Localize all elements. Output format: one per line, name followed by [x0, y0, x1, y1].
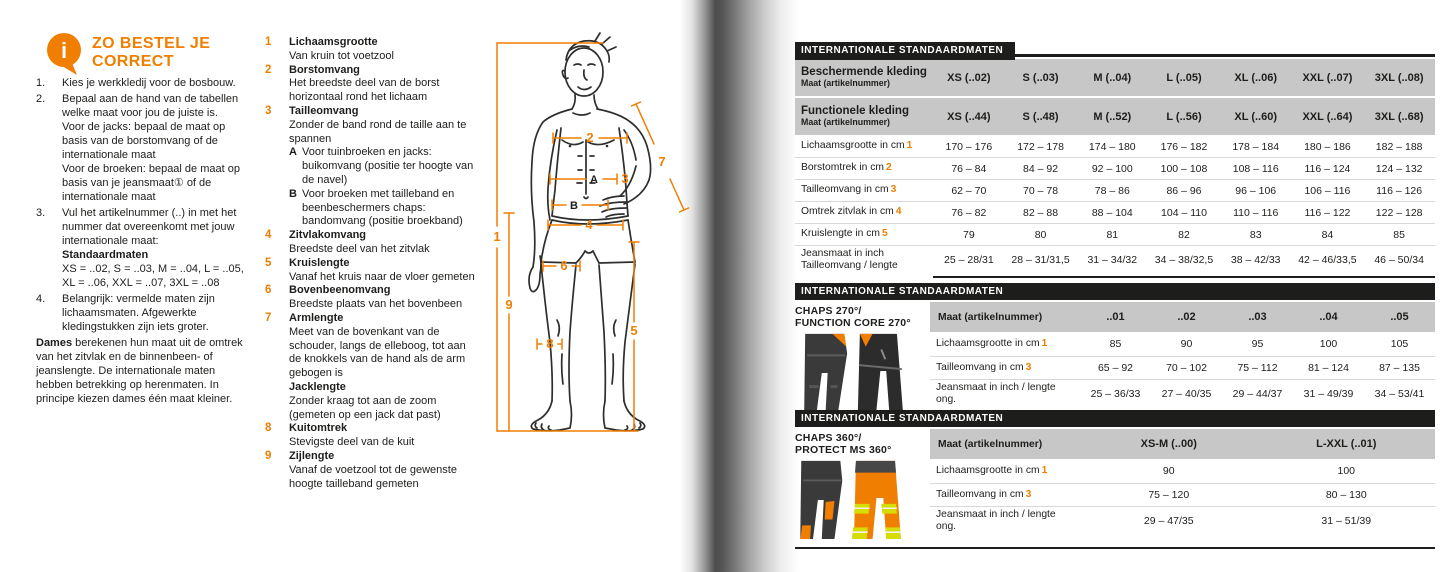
row-ref-number: 1	[1041, 465, 1048, 477]
row-ref-number: 4	[895, 206, 902, 218]
size-row	[930, 506, 1435, 536]
size-header-label	[795, 63, 933, 91]
figure-label-3: 3	[621, 171, 629, 186]
step-line: Voor de jacks: bepaal de maat op basis van de borstomvang of de internationale maat	[62, 121, 226, 161]
measure-desc: Zonder de band rond de taille aan te spannen	[289, 118, 467, 145]
size-row	[795, 179, 1435, 201]
size-row	[930, 356, 1435, 380]
step-line: Bepaal aan de hand van de tabellen welke maat voor jou de juiste is.	[62, 93, 239, 119]
row-label-text: Jeansmaat in inch	[801, 248, 884, 259]
figure-label-8: 8	[546, 336, 554, 351]
step-number: 2.	[36, 93, 46, 105]
page-title-line1: ZO BESTEL JE	[92, 35, 211, 52]
figure-label-5: 5	[630, 323, 638, 338]
info-icon	[44, 31, 86, 77]
chaps360-name-line2: PROTECT MS 360°	[795, 444, 892, 457]
row-value: 176 – 182	[1160, 140, 1208, 153]
chaps360-table-title: INTERNATIONALE STANDAARDMATEN	[795, 410, 1435, 427]
measure-term: Zitvlakomvang	[289, 229, 367, 242]
chaps360-product	[795, 429, 930, 546]
measure-item	[265, 64, 477, 105]
row-value: 104 – 110	[1161, 206, 1207, 219]
size-column-header: XXL (..64)	[1302, 110, 1353, 123]
row-value: 82	[1178, 228, 1190, 241]
row-value: 31 – 49/39	[1303, 388, 1354, 401]
row-value: 82 – 88	[1023, 206, 1059, 219]
row-value: 87 – 135	[1379, 361, 1420, 374]
row-value: 105	[1390, 338, 1409, 351]
size-column-header: XXL (..07)	[1302, 71, 1353, 84]
size-row	[795, 223, 1435, 245]
figure-label-6: 6	[560, 258, 568, 273]
row-value: 172 – 178	[1017, 140, 1064, 153]
measure-body	[289, 229, 477, 257]
measure-number: 9	[265, 449, 272, 462]
row-ref-number: 5	[881, 228, 888, 240]
dames-note-lead: Dames	[36, 337, 73, 349]
size-column-header: 3XL (..68)	[1374, 110, 1424, 123]
size-column-header: ..01	[1106, 311, 1125, 323]
row-value: 100	[1319, 338, 1338, 351]
chaps270-body	[930, 333, 1435, 409]
row-value: 80 – 130	[1325, 488, 1367, 501]
measure-sub	[289, 188, 477, 229]
row-value: 27 – 40/35	[1161, 388, 1212, 401]
size-header-label	[795, 102, 933, 130]
row-label	[930, 507, 1080, 536]
step-line: Vul het artikelnummer (..) in met het nummer dat overeenkomt met jouw internationale maat:	[62, 207, 237, 247]
row-label-text: Lichaamsgrootte in cm	[936, 338, 1040, 350]
row-ref-number: 2	[885, 162, 892, 174]
size-column-header: XL (..60)	[1234, 110, 1277, 123]
measure-body	[289, 312, 477, 422]
standard-table-headers	[795, 59, 1435, 135]
row-ref-number: 1	[1041, 338, 1048, 350]
size-table-chaps-360	[795, 410, 1435, 549]
measure-sub	[289, 146, 477, 187]
chaps360-name-line1: CHAPS 360°/	[795, 432, 862, 444]
table-bottom-rule	[795, 547, 1435, 549]
row-value: 46 – 50/34	[1374, 254, 1424, 267]
row-value: 75 – 112	[1237, 361, 1278, 374]
figure-label-1: 1	[493, 229, 501, 244]
row-value: 182 – 188	[1375, 140, 1423, 153]
row-label-text: Lichaamsgrootte in cm	[801, 140, 905, 152]
size-column-header: M (..04)	[1093, 71, 1132, 84]
row-value: 85	[1393, 228, 1405, 241]
size-header-row	[930, 302, 1435, 332]
measure-desc: Vanaf het kruis naar de vloer gemeten	[289, 270, 475, 283]
step-line: XS = ..02, S = ..03, M = ..04, L = ..05, XL = ..06, XXL = ..07, 3XL = ..08	[62, 263, 244, 289]
step-number: 3.	[36, 207, 46, 219]
measure-term: Kruislengte	[289, 256, 350, 269]
row-label	[795, 182, 933, 198]
row-label-text: Borstomtrek in cm	[801, 162, 884, 174]
row-value: 79	[963, 228, 975, 241]
row-value: 25 – 36/33	[1090, 388, 1141, 401]
step-line: Kies je werkkledij voor de bosbouw.	[62, 77, 236, 89]
measure-desc: Breedste deel van het zitvlak	[289, 242, 430, 255]
row-value: 75 – 120	[1148, 488, 1190, 501]
size-header-row	[795, 59, 1435, 96]
row-value: 116 – 124	[1304, 162, 1351, 175]
body-figure-svg	[478, 24, 700, 444]
row-label-text: Lichaamsgrootte in cm	[936, 465, 1040, 477]
row-value: 31 – 51/39	[1321, 515, 1372, 528]
ordering-step	[36, 92, 252, 204]
measurement-labels	[493, 130, 665, 351]
page-title-line2: CORRECT	[92, 53, 174, 70]
row-value: 31 – 34/32	[1087, 254, 1138, 267]
step-line: Voor de broeken: bepaal de maat op basis van je jeansmaat① of de internationale maat	[62, 163, 240, 203]
page-title	[92, 35, 210, 71]
measure-body	[289, 36, 477, 64]
measure-desc: Breedste plaats van het bovenbeen	[289, 298, 463, 311]
row-label-text: Jeansmaat in inch / lengte ong.	[936, 509, 1056, 533]
size-header-label: Maat (artikelnummer)	[938, 311, 1043, 323]
ordering-instructions	[36, 76, 252, 406]
size-column-header: ..02	[1177, 311, 1196, 323]
size-column-header: XS (..02)	[947, 71, 991, 84]
measure-term: Borstomvang	[289, 63, 360, 76]
row-value: 100	[1337, 465, 1356, 478]
size-column-header: S (..48)	[1022, 110, 1059, 123]
measure-number: 6	[265, 284, 272, 297]
size-row	[795, 245, 1435, 275]
size-row	[930, 333, 1435, 356]
measure-term: Bovenbeenomvang	[289, 284, 391, 297]
row-value: 174 – 180	[1088, 140, 1136, 153]
measurement-figure	[478, 24, 700, 444]
measure-desc: Van kruin tot voetzool	[289, 49, 394, 62]
row-value: 80	[1034, 228, 1047, 241]
row-value: 76 – 84	[951, 162, 987, 175]
row-value: 90	[1180, 338, 1193, 351]
row-value: 65 – 92	[1097, 361, 1134, 374]
size-column-header: ..03	[1248, 311, 1267, 323]
row-label	[795, 160, 933, 176]
step-text	[62, 92, 252, 204]
row-value: 95	[1251, 338, 1264, 351]
size-column-header: L (..56)	[1166, 110, 1202, 123]
ordering-step	[36, 206, 252, 290]
measurement-lines	[497, 43, 689, 431]
size-column-header: XS (..44)	[947, 110, 991, 123]
size-column-header: M (..52)	[1093, 110, 1132, 123]
measure-item	[265, 284, 477, 312]
step-line: Standaardmaten	[62, 249, 149, 261]
row-value: 116 – 126	[1376, 184, 1423, 197]
row-value: 122 – 128	[1375, 206, 1423, 219]
row-value: 84	[1321, 228, 1334, 241]
row-value: 84 – 92	[1023, 162, 1059, 175]
chaps270-header	[930, 302, 1435, 332]
row-value: 38 – 42/33	[1230, 254, 1281, 267]
measure-body	[289, 64, 477, 105]
table-bottom-rule	[933, 276, 1435, 278]
row-value: 34 – 53/41	[1374, 388, 1425, 401]
chaps360-body	[930, 460, 1435, 536]
chaps-360-image	[795, 457, 913, 541]
row-value: 170 – 176	[945, 140, 993, 153]
row-value: 124 – 132	[1375, 162, 1423, 175]
row-value: 100 – 108	[1160, 162, 1208, 175]
measure-item	[265, 36, 477, 64]
row-value: 178 – 184	[1232, 140, 1280, 153]
figure-label-7: 7	[658, 154, 666, 169]
row-label	[795, 246, 933, 275]
row-label-text: Tailleomvang in cm	[801, 184, 889, 196]
size-row	[930, 483, 1435, 507]
info-icon-glyph: i	[60, 38, 68, 63]
chaps270-name-line2: FUNCTION CORE 270°	[795, 317, 911, 330]
row-value: 42 – 46/33,5	[1298, 254, 1357, 267]
chaps270-name-line1: CHAPS 270°/	[795, 305, 862, 317]
measure-item	[265, 312, 477, 422]
measure-body	[289, 105, 477, 229]
row-ref-number: 1	[906, 140, 913, 152]
measure-number: 8	[265, 422, 272, 435]
chaps270-product	[795, 302, 930, 417]
row-value: 70 – 102	[1166, 361, 1207, 374]
measure-item	[265, 229, 477, 257]
standard-table-title: INTERNATIONALE STANDAARDMATEN	[795, 42, 1015, 60]
row-value: 106 – 116	[1304, 184, 1351, 197]
measure-number: 3	[265, 104, 272, 117]
row-value: 34 – 38/32,5	[1154, 254, 1214, 267]
row-label	[930, 360, 1080, 376]
figure-label-A: A	[590, 174, 598, 186]
measure-sub-key: B	[289, 187, 297, 200]
row-value: 83	[1249, 228, 1262, 241]
ordering-step	[36, 76, 252, 90]
chaps360-product-name	[795, 429, 930, 457]
row-label-text: Tailleomvang in cm	[936, 488, 1024, 500]
size-column-header: S (..03)	[1022, 71, 1059, 84]
measure-sub-key: A	[289, 146, 297, 159]
measure-sub-text: Voor broeken met tailleband en beenbeschermers chaps: bandomvang (positie broekband)	[302, 187, 463, 228]
measure-desc: Het breedste deel van de borst horizontaal rond het lichaam	[289, 77, 440, 104]
row-value: 29 – 44/37	[1232, 388, 1283, 401]
header-label-bold: Functionele kleding	[801, 105, 909, 118]
row-value: 110 – 116	[1233, 206, 1279, 219]
row-label-text: Kruislengte in cm	[801, 228, 880, 240]
row-label	[795, 138, 933, 154]
step-text	[62, 206, 252, 290]
measure-term: Jacklengte	[289, 380, 346, 393]
step-number: 4.	[36, 293, 46, 305]
row-value: 85	[1109, 338, 1122, 351]
measure-number: 5	[265, 256, 272, 269]
row-label-text: Tailleomvang in cm	[936, 361, 1024, 373]
row-value: 70 – 78	[1023, 184, 1059, 197]
size-column-header: L-XXL (..01)	[1316, 438, 1377, 450]
measure-number: 7	[265, 311, 272, 324]
row-label	[795, 204, 933, 220]
measure-body	[289, 257, 477, 285]
size-column-header: ..05	[1390, 311, 1409, 323]
measure-term: Kuitomtrek	[289, 422, 348, 435]
standard-table-body	[795, 136, 1435, 275]
dames-note	[36, 336, 250, 406]
row-label-text: Omtrek zitvlak in cm	[801, 206, 894, 218]
size-header-row	[795, 98, 1435, 135]
row-value: 88 – 104	[1091, 206, 1133, 219]
row-value: 28 – 31/31,5	[1011, 254, 1070, 267]
row-label	[930, 380, 1080, 409]
row-value: 81	[1106, 228, 1119, 241]
dames-note-text: berekenen hun maat uit de omtrek van het zitvlak en de binnenbeen- of jeanslengte. De internationale maten hebben betrekking op herenmaten. In principe kiezen dames één maat kleiner.	[36, 337, 243, 405]
row-value: 116 – 122	[1304, 206, 1351, 219]
figure-label-2: 2	[586, 130, 594, 145]
figure-label-4: 4	[585, 217, 593, 232]
row-value: 25 – 28/31	[944, 254, 994, 267]
row-ref-number: 3	[1025, 361, 1032, 373]
chaps-270-image	[795, 330, 913, 412]
row-value: 92 – 100	[1091, 162, 1133, 175]
row-value: 90	[1162, 465, 1175, 478]
row-ref-number: 3	[890, 184, 897, 196]
chaps360-header	[930, 429, 1435, 459]
row-label	[795, 226, 933, 242]
row-label	[930, 336, 1080, 352]
size-column-header: XL (..06)	[1234, 71, 1277, 84]
row-value: 29 – 47/35	[1143, 515, 1194, 528]
measure-item	[265, 105, 477, 229]
measure-term: Armlengte	[289, 311, 344, 324]
measure-desc: Zonder kraag tot aan de zoom (gemeten op een jack dat past)	[289, 394, 441, 421]
figure-label-B: B	[570, 200, 578, 212]
measure-item	[265, 422, 477, 450]
measure-term: Tailleomvang	[289, 104, 359, 117]
size-table-standard	[795, 40, 1435, 278]
row-value: 96 – 106	[1235, 184, 1277, 197]
size-table-chaps-270	[795, 283, 1435, 420]
step-line: Belangrijk: vermelde maten zijn lichaamsmaten. Afgewerkte kledingstukken zijn iets groter.	[62, 293, 215, 333]
measure-body	[289, 450, 477, 491]
measure-list	[265, 36, 477, 491]
measure-number: 1	[265, 36, 272, 48]
chaps270-table-title: INTERNATIONALE STANDAARDMATEN	[795, 283, 1435, 300]
measure-desc: Meet van de bovenkant van de schouder, langs de elleboog, tot aan de knokkels van de hand als de arm gebogen is	[289, 325, 466, 380]
size-row	[795, 136, 1435, 157]
size-row	[930, 460, 1435, 483]
measure-number: 2	[265, 63, 272, 76]
measure-sub-text: Voor tuinbroeken en jacks: buikomvang (positie ter hoogte van de navel)	[302, 146, 474, 186]
step-number: 1.	[36, 77, 46, 89]
measure-desc: Stevigste deel van de kuit	[289, 436, 415, 449]
row-value: 86 – 96	[1166, 184, 1202, 197]
ordering-step	[36, 292, 252, 334]
row-ref-number: 3	[1025, 488, 1032, 500]
row-value: 108 – 116	[1232, 162, 1279, 175]
figure-label-9: 9	[505, 297, 513, 312]
row-value: 76 – 82	[951, 206, 987, 219]
size-row	[795, 201, 1435, 223]
header-label-bold: Beschermende kleding	[801, 66, 927, 79]
row-label	[930, 487, 1080, 503]
measure-number: 4	[265, 229, 272, 242]
row-label	[930, 463, 1080, 479]
header-label-small: Maat (artikelnummer)	[801, 116, 890, 127]
standard-table-titlebar	[795, 40, 1435, 57]
size-column-header: ..04	[1319, 311, 1338, 323]
row-value: 62 – 70	[951, 184, 987, 197]
measure-body	[289, 422, 477, 450]
size-row	[795, 157, 1435, 179]
size-column-header: L (..05)	[1166, 71, 1202, 84]
header-label-small: Maat (artikelnummer)	[801, 77, 890, 88]
row-value: 180 – 186	[1304, 140, 1351, 153]
measure-term: Lichaamsgrootte	[289, 36, 378, 48]
measure-body	[289, 284, 477, 312]
row-label-text: Jeansmaat in inch / lengte ong.	[936, 382, 1056, 406]
measure-item	[265, 257, 477, 285]
ordering-steps	[36, 76, 252, 334]
row-value: 81 – 124	[1308, 361, 1349, 374]
step-text	[62, 76, 252, 90]
row-label-line2: Tailleomvang / lengte	[801, 260, 898, 272]
size-row	[930, 379, 1435, 409]
row-value: 78 – 86	[1094, 184, 1130, 197]
step-text	[62, 292, 252, 334]
size-header-label: Maat (artikelnummer)	[938, 438, 1043, 450]
size-header-row	[930, 429, 1435, 459]
size-column-header: 3XL (..08)	[1374, 71, 1424, 84]
chaps270-product-name	[795, 302, 930, 330]
measure-term: Zijlengte	[289, 449, 335, 462]
measure-desc: Vanaf de voetzool tot de gewenste hoogte tailleband gemeten	[289, 463, 457, 490]
size-column-header: XS-M (..00)	[1140, 438, 1197, 450]
measure-item	[265, 450, 477, 491]
